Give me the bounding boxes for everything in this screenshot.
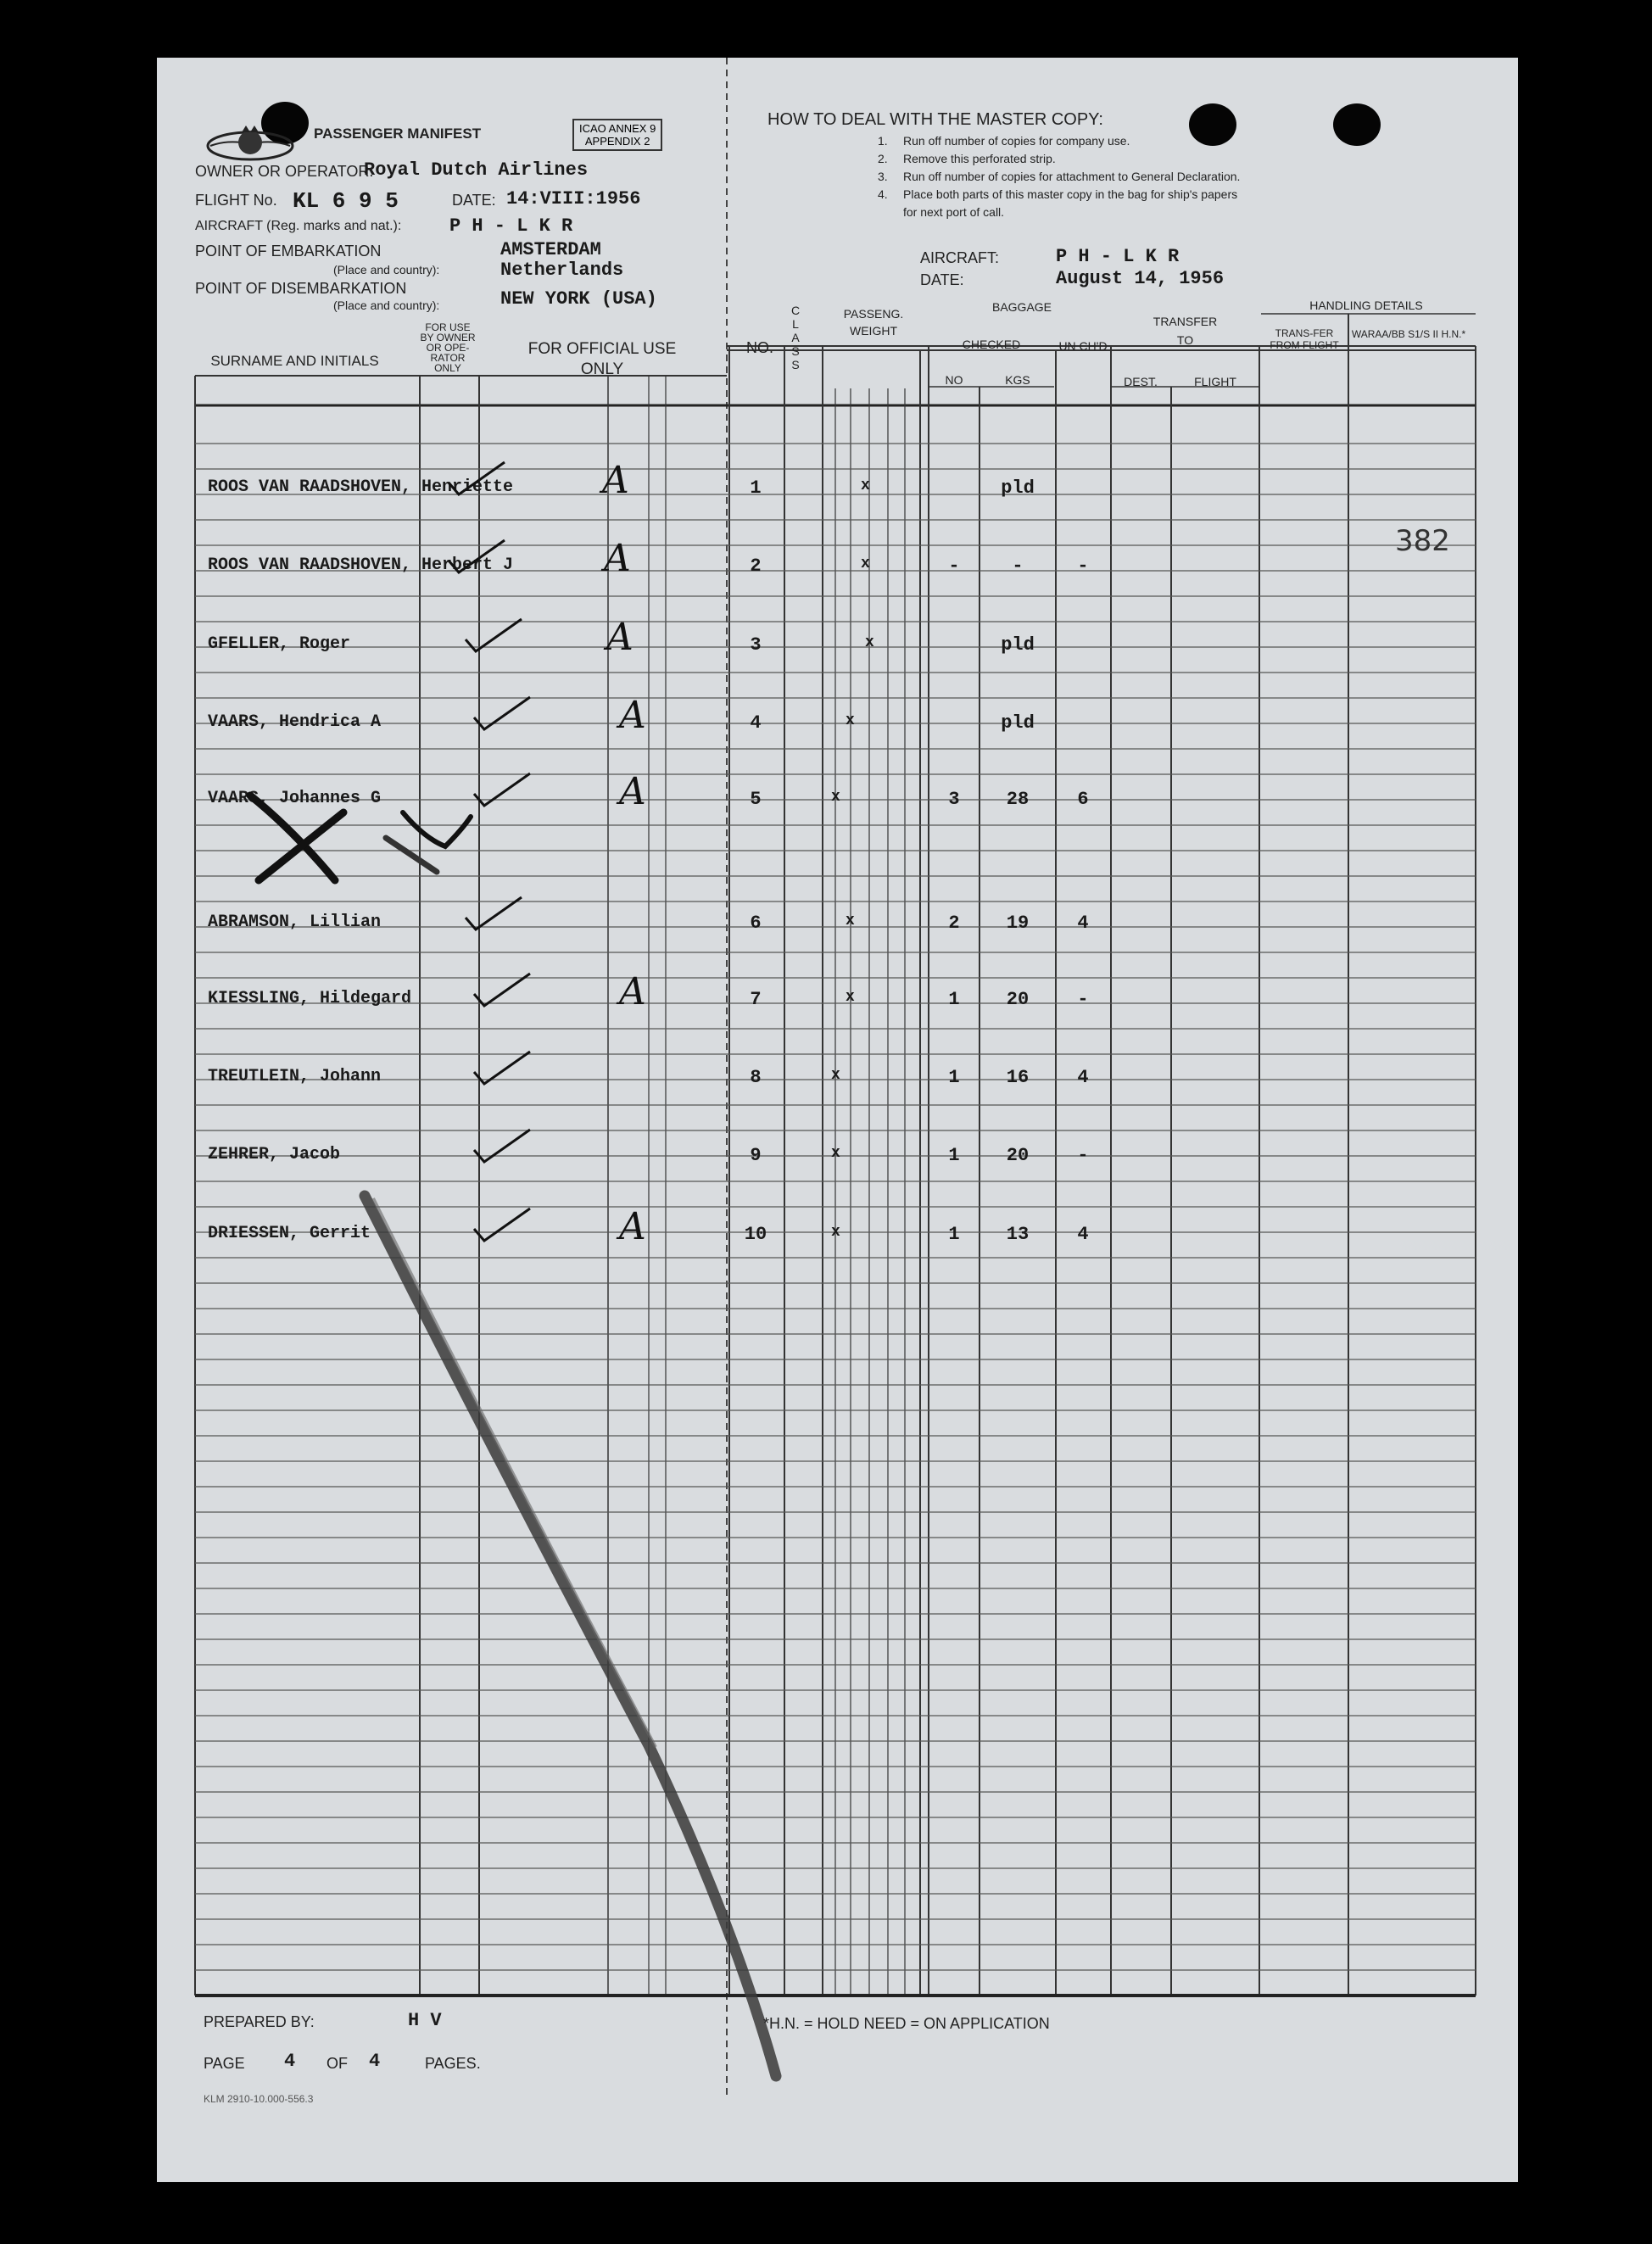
handwritten-mark: A — [604, 537, 631, 580]
baggage-count: 3 — [948, 789, 960, 810]
col-surname-header: SURNAME AND INITIALS — [210, 353, 379, 369]
instruction-item: 4. Place both parts of this master copy in the bag for ship's papers — [878, 187, 1238, 201]
passenger-name: VAARS, Johannes G — [208, 789, 382, 808]
col-unchd-header: UN CH'D — [1058, 339, 1108, 353]
of-value: 4 — [369, 2051, 381, 2072]
passenger-number: 4 — [750, 712, 762, 734]
baggage-kgs: pld — [1001, 634, 1035, 656]
baggage-kgs: 13 — [1006, 1224, 1030, 1245]
passenger-name: ROOS VAN RAADSHOVEN, Herbert J — [208, 555, 514, 575]
passenger-name: ABRAMSON, Lillian — [208, 913, 382, 932]
footnote-hold-need: *H.N. = HOLD NEED = ON APPLICATION — [763, 2015, 1050, 2032]
of-label: OF — [326, 2055, 348, 2072]
passenger-name: DRIESSEN, Gerrit — [208, 1224, 371, 1243]
baggage-kgs: 16 — [1006, 1067, 1030, 1088]
passenger-number: 2 — [750, 555, 762, 577]
disembarkation-label: POINT OF DISEMBARKATION — [195, 280, 407, 297]
passenger-number: 3 — [750, 634, 762, 656]
pages-label: PAGES. — [425, 2055, 481, 2072]
class-weight-mark: x — [861, 555, 870, 572]
passenger-number: 9 — [750, 1145, 762, 1166]
class-weight-mark: x — [846, 989, 855, 1006]
unchecked-count: 4 — [1077, 1067, 1089, 1088]
owner-value: Royal Dutch Airlines — [364, 159, 589, 181]
passenger-name: ZEHRER, Jacob — [208, 1145, 341, 1164]
embarkation-label: POINT OF EMBARKATION — [195, 243, 382, 260]
class-weight-mark: x — [865, 634, 874, 651]
passenger-name: ROOS VAN RAADSHOVEN, Henriette — [208, 477, 514, 497]
diagonal-cancel-stroke — [157, 58, 1518, 2182]
col-waraa-header: WARAA/BB S1/S II H.N.* — [1351, 328, 1466, 340]
col-for-use-header: FOR USE BY OWNER OR OPE-RATOR ONLY — [420, 321, 476, 374]
instruction-item: for next port of call. — [903, 205, 1005, 219]
col-no-header: NO. — [745, 339, 773, 356]
appendix-line: APPENDIX 2 — [584, 135, 650, 148]
baggage-kgs: 20 — [1006, 989, 1030, 1010]
passenger-name: TREUTLEIN, Johann — [208, 1067, 382, 1086]
baggage-kgs: 28 — [1006, 789, 1030, 810]
passenger-number: 6 — [750, 913, 762, 934]
col-weight-header: PASSENG. WEIGHT — [843, 307, 904, 338]
handwritten-mark: A — [602, 459, 629, 502]
passenger-name: KIESSLING, Hildegard — [208, 989, 412, 1008]
class-weight-mark: x — [831, 1067, 840, 1084]
col-transfer-header: TRANSFER TO — [1152, 315, 1218, 347]
instruction-item: 1. Run off number of copies for company use. — [878, 134, 1130, 148]
place-country-label-2: (Place and country): — [333, 299, 440, 312]
baggage-count: 1 — [948, 1067, 960, 1088]
annex-line: ICAO ANNEX 9 — [579, 122, 656, 135]
handwritten-mark: A — [606, 616, 633, 659]
stamp-number: 382 — [1395, 524, 1450, 558]
embarkation-value: AMSTERDAM — [500, 239, 601, 260]
handwritten-mark: A — [619, 770, 646, 813]
class-weight-mark: x — [846, 913, 855, 929]
class-weight-mark: x — [831, 1145, 840, 1162]
unchecked-count: 6 — [1077, 789, 1089, 810]
col-dest-header: DEST. — [1124, 375, 1158, 388]
baggage-count: - — [948, 555, 960, 577]
class-weight-mark: x — [861, 477, 870, 494]
baggage-kgs: pld — [1001, 477, 1035, 499]
baggage-kgs: 19 — [1006, 913, 1030, 934]
instruction-item: 2. Remove this perforated strip. — [878, 152, 1056, 165]
form-code: KLM 2910-10.000-556.3 — [204, 2093, 314, 2105]
instructions-aircraft-label: AIRCRAFT: — [920, 249, 1000, 266]
passenger-number: 7 — [750, 989, 762, 1010]
col-kgs-header: KGS — [1005, 373, 1030, 387]
unchecked-count: - — [1077, 989, 1089, 1010]
prepared-by-value: H V — [408, 2010, 442, 2031]
unchecked-count: - — [1077, 555, 1089, 577]
instructions-date-value: August 14, 1956 — [1056, 268, 1225, 289]
unchecked-count: - — [1077, 1145, 1089, 1166]
flight-value: KL 6 9 5 — [293, 188, 399, 214]
page-value: 4 — [284, 2051, 296, 2072]
baggage-kgs: 20 — [1006, 1145, 1030, 1166]
baggage-kgs: pld — [1001, 712, 1035, 734]
handwritten-mark: A — [619, 970, 646, 1013]
instructions-heading: HOW TO DEAL WITH THE MASTER COPY: — [767, 110, 1103, 129]
col-bag-no-header: NO — [945, 373, 963, 387]
owner-label: OWNER OR OPERATOR: — [195, 163, 374, 180]
col-flight-header: FLIGHT — [1194, 375, 1236, 388]
instructions-aircraft-value: P H - L K R — [1056, 246, 1180, 267]
date-value: 14:VIII:1956 — [506, 188, 641, 209]
form-title: PASSENGER MANIFEST — [314, 126, 482, 142]
manifest-paper — [157, 58, 1518, 2182]
passenger-number: 1 — [750, 477, 762, 499]
baggage-kgs: - — [1012, 555, 1024, 577]
passenger-number: 10 — [744, 1224, 767, 1245]
col-class-header: CLASS — [790, 304, 801, 371]
passenger-name: GFELLER, Roger — [208, 634, 351, 654]
instruction-item: 3. Run off number of copies for attachment to General Declaration. — [878, 170, 1241, 183]
flight-label: FLIGHT No. — [195, 192, 277, 209]
page-label: PAGE — [204, 2055, 245, 2072]
baggage-count: 1 — [948, 1145, 960, 1166]
passenger-number: 8 — [750, 1067, 762, 1088]
col-official-header: FOR OFFICIAL USE ONLY — [527, 340, 677, 378]
embarkation-country: Netherlands — [500, 260, 624, 281]
col-checked-header: CHECKED — [962, 338, 1021, 351]
place-country-label: (Place and country): — [333, 263, 440, 276]
date-label: DATE: — [452, 192, 496, 209]
prepared-by-label: PREPARED BY: — [204, 2013, 315, 2030]
passenger-name: VAARS, Hendrica A — [208, 712, 382, 732]
disembarkation-value: NEW YORK (USA) — [500, 288, 657, 310]
unchecked-count: 4 — [1077, 913, 1089, 934]
col-transfer-from-header: TRANS-FER FROM FLIGHT — [1270, 327, 1339, 351]
unchecked-count: 4 — [1077, 1224, 1089, 1245]
col-handling-header: HANDLING DETAILS — [1309, 299, 1423, 312]
aircraft-value: P H - L K R — [449, 215, 573, 237]
baggage-count: 2 — [948, 913, 960, 934]
baggage-count: 1 — [948, 989, 960, 1010]
class-weight-mark: x — [831, 789, 840, 806]
instructions-date-label: DATE: — [920, 271, 964, 288]
baggage-count: 1 — [948, 1224, 960, 1245]
col-baggage-header: BAGGAGE — [991, 300, 1052, 314]
class-weight-mark: x — [846, 712, 855, 729]
handwritten-mark: A — [619, 694, 646, 737]
class-weight-mark: x — [831, 1224, 840, 1241]
passenger-number: 5 — [750, 789, 762, 810]
handwritten-mark: A — [619, 1205, 646, 1248]
aircraft-label: AIRCRAFT (Reg. marks and nat.): — [195, 219, 402, 233]
